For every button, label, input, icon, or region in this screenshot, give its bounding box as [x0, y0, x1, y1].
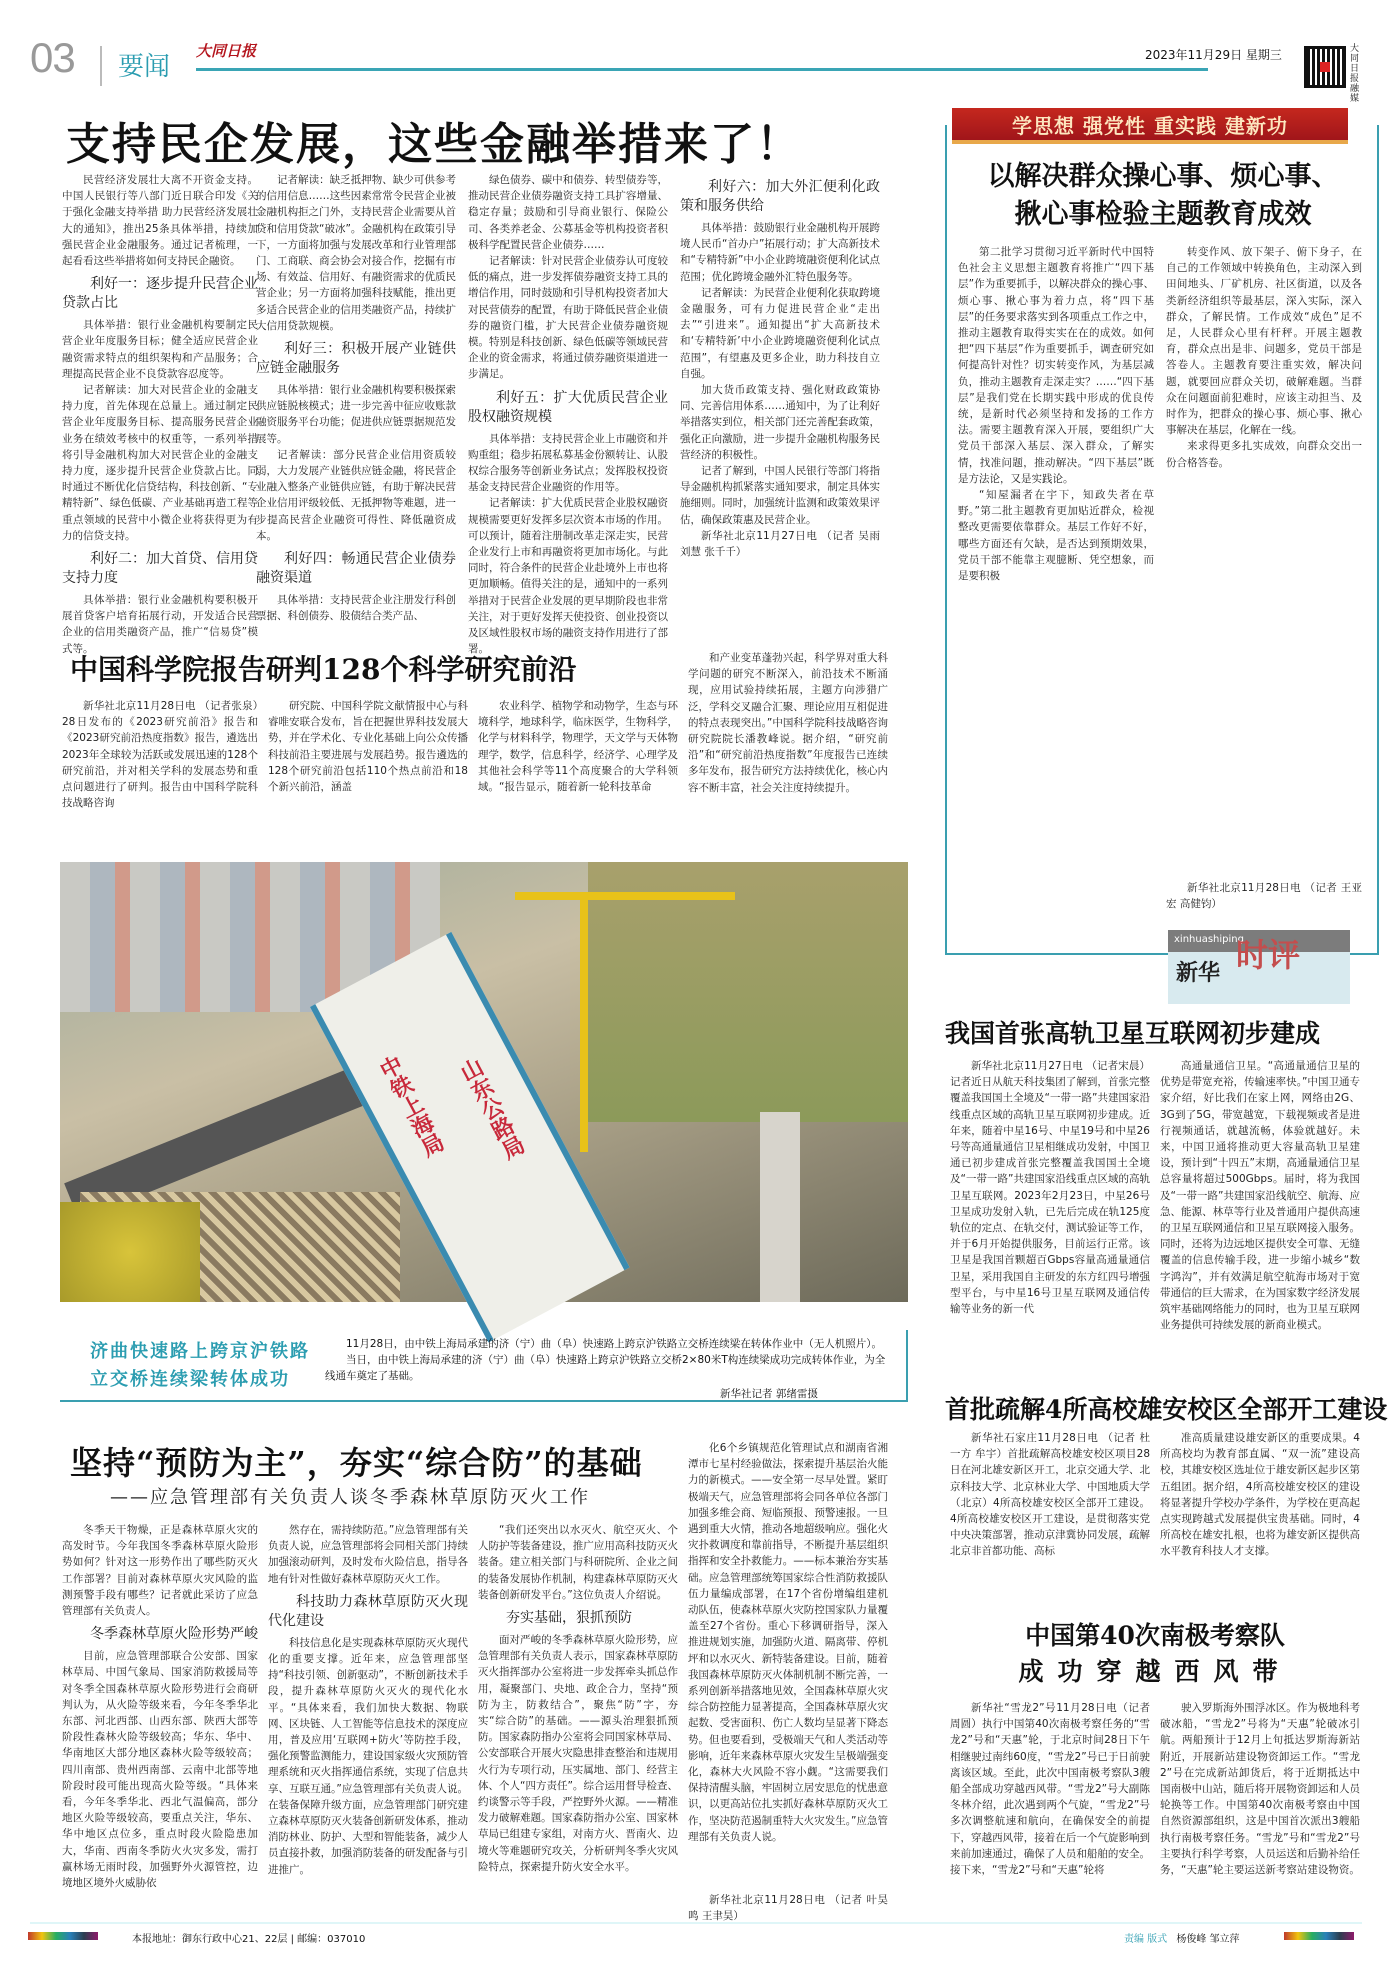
theme-column-1 — [958, 244, 1154, 930]
finance-paragraph: 记者了解到，中国人民银行等部门将指导金融机构抓紧落实通知要求，制定具体实施细则。同时，加强统计监测和政策效果评估，确保政策惠及民营企业。 — [680, 465, 880, 526]
fire-subtitle: ——应急管理部有关负责人谈冬季森林草原防灭火工作 — [110, 1487, 590, 1508]
science-paragraph: 农业科学、植物学和动物学，生态与环境科学，地球科学，临床医学，生物科学，化学与材料科学，物理学，天文学与天体物理学，数学，信息科学，经济学、心理学及其他社会科学等11个高度聚合的大学科领域。“报告显示，随着新一轮科技革命 — [478, 700, 678, 794]
finance-paragraph: 具体举措：支持民营企业上市融资和并购重组；稳步拓展私募基金份额转让、认股权综合服务等创新业务试点；发挥股权投资基金支持民营企业融资的作用等。 — [468, 432, 668, 494]
deck-text: 中铁上海局 — [373, 1052, 447, 1162]
theme-paragraph: 第二批学习贯彻习近平新时代中国特色社会主义思想主题教育将推广“四下基层”作为重要抓手，以解决群众的操心事、烦心事、揪心事为着力点，将“四下基层”的任务要求落实到各项重点工作之中，推动主题教育取得实实在在的成效。如何把“四下基层”作为重要抓手，调查研究如何提高针对性？切实转变作风，为基层减负，推动主题教育走深走实？……“四下基层”是我们党在长期实践中形成的优良传统，是新时代必须坚持和发扬的工作方法。需要主题教育深入开展，要组织广大党员干部深入基层、深入群众，了解实情，找准问题，推动解决。“四下基层”既是方法论，又是实践论。 — [958, 246, 1154, 485]
xinhua-logo-red-text: 时评 — [1236, 936, 1301, 974]
xiongan-paragraph: 准高质量建设雄安新区的重要成果。4所高校均为教育部直属、“双一流”建设高校，其雄安校区选址位于雄安新区起步区第五组团。据介绍，4所高校雄安校区的建设将显著提升学校办学条件，为学校在更高起点实现跨越式发展提供宝贵基础。同时，4所高校在雄安扎根，也将为雄安新区提供高水平教育科技人才支撑。 — [1160, 1432, 1360, 1558]
antarctic-headline — [945, 1618, 1365, 1690]
theme-paragraph: 来求得更多扎实成效，向群众交出一份合格答卷。 — [1166, 440, 1362, 469]
caption-paragraph: 11月28日，由中铁上海局承建的济（宁）曲（阜）快速路上跨京沪铁路立交桥连续梁在转体作业中（无人机照片）。 — [346, 1338, 882, 1350]
fire-paragraph: 冬季天干物燥，正是森林草原火灾的高发时节。今年我国冬季森林草原火险形势如何？针对这一形势作出了哪些防灭火工作部署？目前对森林草原火灾风险的监测预警手段有哪些？记者就此采访了应急管理部有关负责人。 — [62, 1524, 258, 1618]
finance-paragraph: 加大货币政策支持、强化财政政策协同、完善信用体系……通知中，为了让利好举措落实到位，相关部门还完善配套政策，强化正向激励，进一步提升金融机构服务民营经济的积极性。 — [680, 384, 880, 461]
photo-tree — [60, 1202, 200, 1302]
finance-paragraph: 绿色债券、碳中和债券、转型债券等，推动民营企业债券融资支持工具扩容增量、稳定存量；鼓励和引导商业银行、保险公司、各类养老金、公募基金等机构投资者积极科学配置民营企业债券…… — [468, 174, 668, 251]
satellite-headline: 我国首张高轨卫星互联网初步建成 — [945, 1019, 1321, 1048]
finance-paragraph: 具体举措：支持民营企业注册发行科创票据、科创债券、股债结合类产品、 — [256, 594, 456, 623]
theme-paragraph: 转变作风、放下架子、俯下身子，在自己的工作领域中转换角色，主动深入到田间地头、厂矿机房、社区街道，以及各类新经济组织等最基层，深入实际，深入群众，了解民情。工作成效“成色”足不足，人民群众心里有杆秤。开展主题教育，群众点出是非、问题多，党员干部是答卷人。主题教育要注重实效，解决问题，就要回应群众关切，破解难题。当群众在问题面前犯难时，应该主动担当、及时作为，把群众的操心事、烦心事、揪心事解决在基层，化解在一线。 — [1166, 246, 1362, 437]
theme-byline-text: 新华社北京11月28日电 （记者 王亚宏 高健钧） — [1166, 882, 1362, 911]
science-paragraph: 和产业变革蓬勃兴起，科学界对重大科学问题的研究不断深入，前沿技术不断涌现，应用试验持续拓展，主题方向涉猎广泛，学科交叉融合汇聚、理论应用互相促进的特点表现突出。”中国科学院科技战略咨询研究院院长潘教峰说。据介绍，“研究前沿”和“研究前沿热度指数”年度报告已连续多年发布，报告研究方法持续优化，核心内容不断丰富，社会关注度持续提升。 — [688, 652, 888, 794]
finance-subhead-1: 利好一：逐步提升民营企业贷款占比 — [62, 276, 258, 312]
finance-subhead-3: 利好三：积极开展产业链供应链金融服务 — [256, 341, 456, 377]
photo-crane — [580, 892, 588, 1152]
qr-label: 大同日报融媒 — [1350, 44, 1360, 104]
footer-rule — [30, 1922, 1362, 1924]
science-column-4 — [688, 650, 888, 850]
issue-date: 2023年11月29日 星期三 — [1145, 48, 1282, 62]
fire-column-4 — [688, 1440, 888, 1892]
finance-paragraph: 具体举措：鼓励银行业金融机构开展跨境人民币“首办户”拓展行动；扩大高新技术和“专精特新”中小企业跨境融资便利化试点范围；优化跨境金融外汇特色服务等。 — [680, 222, 880, 283]
satellite-paragraph: 高通量通信卫星。“高通量通信卫星的优势是带宽充裕，传输速率快。”中国卫通专家介绍，好比我们在家上网，网络由2G、3G到了5G，带宽越宽，下载视频或者是进行视频通话，就越流畅，体验就越好。未来，中国卫通将推动更大容量高轨卫星建设，预计到“十四五”末期，高通量通信卫星总容量将超过500Gbps。届时，将为我国及“一带一路”共建国家沿线航空、航海、应急、能源、林草等行业及普通用户提供高速的卫星互联网通信和卫星互联网接入服务。同时，还将为边远地区提供安全可靠、无缝覆盖的信息传输手段，进一步缩小城乡“数字鸿沟”，并有效满足航空航海市场对于宽带通信的巨大需求，在为国家数字经济发展筑牢基础网络能力的同时，也为卫星互联网业务提供可持续发展的新商业模式。 — [1160, 1060, 1360, 1332]
color-bar-right — [1284, 1932, 1354, 1940]
theme-paragraph: “知屋漏者在宇下，知政失者在草野。”第二批主题教育更加贴近群众，检视整改更需要依靠群众。基层工作好不好，哪些方面还有欠缺，是否达到预期效果，党员干部不能靠主观臆断、凭空想象，而是要积极 — [958, 489, 1154, 583]
fire-paragraph: 面对严峻的冬季森林草原火险形势，应急管理部有关负责人表示，国家森林草原防灭火指挥部办公室将进一步发挥牵头抓总作用，凝聚部门、央地、政企合力，坚持“预防为主，防救结合”，聚焦“防”字，夯实“综合防”的基础。——源头治理狠抓预防。国家森防指办公室将会同国家林草局、公安部联合开展火灾隐患排查整治和违规用火行为专项行动，压实属地、部门、经营主体、个人“四方责任”。综合运用督导检查、约谈警示等手段，严控野外火源。——精准发力破解难题。国家森防指办公室、国家林草局已组建专家组，对南方火、晋南火、边境火等难题研究攻关，分析研判冬季火灾风险特点，探索提升防火安全水平。 — [478, 1634, 678, 1873]
antarctic-headline-line: 中国第40次南极考察队 — [1025, 1621, 1285, 1650]
finance-paragraph: 记者解读：加大对民营企业的金融支持力度，首先体现在总量上。通过制定民营企业年度服务目标、提高服务民营企业业务在绩效考核中的权重等，一系列举措将引导金融机构加大对民营企业的金融支持力度，逐步提升民营企业贷款占比。同时通过不断优化信贷结构，科技创新、“专精特新”、绿色低碳、产业基础再造工程等重点领域的民营中小微企业将获得更为有力的信贷支持。 — [62, 384, 258, 542]
photo-field — [588, 862, 908, 1122]
fire-column-3 — [478, 1522, 678, 1907]
deck-text: 山东公路局 — [453, 1054, 528, 1164]
theme-banner: 学思想 强党性 重实践 建新功 — [952, 108, 1348, 144]
fire-paragraph: 化6个乡镇规范化管理试点和湖南省湘潭市七星村经验做法，探索提升基层治火能力的新模式。——安全第一尽早处置。紧盯极端天气，应急管理部将会同各单位各部门加强多维会商、短临预报、预警速报。一旦遇到重大火情，推动各地超级响应。强化火灾扑救调度和靠前指导，不断提升基层组织指挥和安全扑救能力。——标本兼治夯实基础。应急管理部统筹国家综合性消防救援队伍力量编成部署，在17个省份增编组建机动队伍，使森林草原火灾防控国家队力量覆盖至27个省份。重心下移调研指导，深入推进规划实施，加强防火道、隔离带、停机坪和以水灭火、新特装备建设。目前，随着我国森林草原防灭火体制机制不断完善，一系列创新举措落地见效，全国森林草原火灾综合防控能力显著提高，全国森林草原火灾起数、受害面积、伤亡人数均呈显著下降态势。但也要看到，受极端天气和人类活动等影响，近年来森林草原火灾发生呈极端强变化，森林大火风险不容小觑。“这需要我们保持清醒头脑，牢固树立居安思危的忧患意识，以更高站位扎实抓好森林草原防灭火工作，坚决防范遏制重特大火灾发生。”应急管理部有关负责人说。 — [688, 1442, 888, 1843]
theme-headline-line-1: 以解决群众操心事、烦心事、 — [987, 161, 1339, 192]
theme-headline — [958, 158, 1368, 234]
xiongan-headline: 首批疏解4所高校雄安校区全部开工建设 — [945, 1395, 1388, 1424]
header-rule — [196, 68, 1208, 71]
finance-column-2 — [256, 172, 456, 644]
science-headline: 中国科学院报告研判128个科学研究前沿 — [70, 653, 577, 686]
caption-title-line: 立交桥连续梁转体成功 — [90, 1369, 290, 1390]
science-column-3 — [478, 698, 678, 848]
xinhua-logo-text: 新华 — [1176, 961, 1221, 986]
editors-label: 责编 版式 — [1124, 1934, 1168, 1945]
finance-intro: 民营经济发展壮大离不开资金支持。中国人民银行等八部门近日联合印发《关于强化金融支持举措 助力民营经济发展壮大的通知》，推出25条具体举措，持续加强民营企业金融服务。通过记者梳理，一起看看这些举措将如何支持民企融资。 — [62, 174, 258, 268]
finance-subhead-6: 利好六：加大外汇便利化政策和服务供给 — [680, 179, 880, 214]
finance-paragraph: 具体举措：银行业金融机构要制定民营企业年度服务目标；健全适应民营企业融资需求特点的组织架构和产品服务；合理提高民营企业不良贷款容忍度等。 — [62, 319, 258, 380]
antarctic-paragraph: 驶入罗斯海外围浮冰区。作为极地科考破冰船，“雪龙2”号将为“天惠”轮破冰引航。两船预计于12月上旬抵达罗斯海新站附近，开展新站建设物资卸运工作。“雪龙2”号在完成新站卸货后，将于近期抵达中国南极中山站，随后将开展物资卸运和人员轮换等工作。中国第40次南极考察由中国自然资源部组织，这是中国首次派出3艘船执行南极考察任务。“雪龙”号和“雪龙2”号主要执行科学考察，人员运送和后勤补给任务，“天惠”轮主要运送新考察站建设物资。 — [1160, 1702, 1360, 1877]
finance-subhead-5: 利好五：扩大优质民营企业股权融资规模 — [468, 389, 668, 425]
satellite-paragraph: 新华社北京11月27日电 （记者宋晨）记者近日从航天科技集团了解到，首张完整覆盖我国国土全境及“一带一路”共建国家沿线重点区域的高轨卫星互联网初步建成。近年来，随着中星16号、中星19号和中星26号等高通量通信卫星相继成功发射，中国卫通已初步建成首张完整覆盖我国国土全境及“一带一路”共建国家沿线重点区域的高轨卫星互联网。2023年2月23日，中星26号卫星成功发射入轨，已先后完成在轨125度轨位的定点、在轨交付，测试验证等工作，并于6月开始提供服务，目前运行正常。该卫星是我国首颗超百Gbps容量高通量通信卫星，采用我国自主研发的东方红四号增强型平台，与中星16号卫星互联网及通信传输等业务的新一代 — [950, 1060, 1150, 1316]
theme-headline-line-2: 揪心事检验主题教育成效 — [1014, 199, 1312, 230]
antarctic-column-2 — [1160, 1700, 1360, 1914]
section-name: 要闻 — [118, 52, 171, 82]
photo-caption-title — [90, 1338, 310, 1394]
fire-column-2 — [268, 1522, 468, 1907]
finance-byline: 新华社北京11月27日电 （记者 吴雨 刘慧 张千千） — [680, 529, 880, 559]
xiongan-column-2 — [1160, 1430, 1360, 1610]
antarctic-paragraph: 新华社“雪龙2”号11月28日电（记者 周圆）执行中国第40次南极考察任务的“雪龙2”号和“天惠”轮，于北京时间28日下午相继驶过南纬60度，“雪龙2”号已于日前驶离该区域。至此，此次中国南极考察队3艘船全部成功穿越西风带。“雪龙2”号大副陈冬林介绍，此次遇到两个气旋，“雪龙2”号多次调整航速和航向，在确保安全的前提下，穿越西风带，接着在后一个气旋影响到来前加速通过，确保了人员和船舶的安全。接下来，“雪龙2”号和“天惠”轮将 — [950, 1702, 1150, 1877]
fire-subhead: 冬季森林草原火险形势严峻 — [90, 1626, 258, 1643]
page-number: 03 — [30, 34, 75, 81]
photo-caption-text — [325, 1336, 895, 1384]
footer-address: 本报地址：御东行政中心21、22层 | 邮编：037010 — [132, 1934, 366, 1945]
science-column-1 — [62, 698, 258, 848]
photo-pier — [760, 1112, 800, 1302]
theme-byline — [1166, 880, 1362, 920]
finance-headline: 支持民企发展，这些金融举措来了！ — [66, 119, 802, 170]
finance-paragraph: 具体举措：银行业金融机构要积极开展首贷客户培育拓展行动，开发适合民营企业的信用类融资产品，推广“信易贷”模式等。 — [62, 594, 258, 655]
fire-byline-text: 新华社北京11月28日电 （记者 叶昊鸣 王聿昊） — [688, 1894, 888, 1923]
antarctic-headline-line: 成功穿越西风带 — [1018, 1657, 1292, 1686]
fire-paragraph: 科技信息化是实现森林草原防灭火现代化的重要支撑。近年来，应急管理部坚持“科技引领、创新驱动”，不断创新技术手段，提升森林草原防火灭火的现代化水平。“具体来看，我们加快大数据、物联网、区块链、人工智能等信息技术的深度应用，普及应用‘互联网+防火’等防控手段，强化预警监测能力，建设国家级火灾预防管理系统和灭火指挥通信系统，实现了信息共享、互联互通。”应急管理部有关负责人说。在装备保障升级方面，应急管理部门研究建立森林草原防灭火装备创新研发体系，推动消防林业、防护、大型和智能装备，减少人员直接扑救，加强消防装备的研发配备与引进推广。 — [268, 1636, 468, 1876]
science-paragraph: 研究院、中国科学院文献情报中心与科睿唯安联合发布，旨在把握世界科技发展大势，并在学术化、专业化基础上向公众传播科技前沿主要进展与发展趋势。报告遴选的128个研究前沿包括110个热点前沿和18个新兴前沿，涵盖 — [268, 700, 468, 794]
photo-credit: 新华社记者 郭绪雷摄 — [720, 1388, 818, 1400]
science-column-2 — [268, 698, 468, 848]
finance-paragraph: 记者解读：为民营企业便利化获取跨境金融服务，可有力促进民营企业“走出去”“引进来”。通知提出“扩大高新技术和‘专精特新’中小企业跨境融资便利化试点范围”，有望惠及更多企业，助力科技自立自强。 — [680, 286, 880, 380]
xinhua-logo-pinyin: xinhuashiping — [1168, 930, 1350, 952]
finance-paragraph: 具体举措：银行业金融机构要积极探索供应链脱核模式；进一步完善中征应收账款融资服务平台功能；促进供应链票据规范发展等。 — [256, 384, 456, 445]
satellite-column-2 — [1160, 1058, 1360, 1348]
xiongan-paragraph: 新华社石家庄11月28日电 （记者 杜一方 牟宇）首批疏解高校雄安校区项目28日在河北雄安新区开工，北京交通大学、北京科技大学、北京林业大学、中国地质大学（北京）4所高校雄安校区全部开工建设。4所高校雄安校区开工建设，是贯彻落实党中央决策部署，推动京津冀协同发展，疏解北京非首都功能、高标 — [950, 1432, 1150, 1558]
antarctic-column-1 — [950, 1700, 1150, 1914]
footer-editors — [1124, 1930, 1240, 1945]
fire-headline: 坚持“预防为主”，夯实“综合防”的基础 — [70, 1444, 643, 1482]
finance-column-3 — [468, 172, 668, 656]
fire-column-1 — [62, 1522, 258, 1907]
finance-column-4 — [680, 172, 880, 644]
fire-subhead: 夯实基础，狠抓预防 — [506, 1610, 632, 1627]
finance-paragraph: 记者解读：缺乏抵押物、缺少可供参考的信用信息……这些因素常常令民营企业被金融机构拒之门外，支持民营企业需要从首贷和信用贷款“破冰”。金融机构在政策引导下，一方面将加强与发展改革和行业管理部门、工商联、商会协会对接合作，挖掘有市场、有效益、信用好、有融资需求的优质民营企业；另一方面将加强科技赋能，推出更多适合民营企业的信用类融资产品，持续扩大信用贷款规模。 — [256, 174, 456, 332]
xiongan-column-1 — [950, 1430, 1150, 1610]
fire-byline — [688, 1892, 888, 1923]
photo-crane-arm — [515, 892, 735, 900]
science-paragraph: 新华社北京11月28日电 （记者张泉）28日发布的《2023研究前沿》报告和《2023研究前沿热度指数》报告，遴选出2023年全球较为活跃或发展迅速的128个研究前沿，并对相关学科的发展态势和重点问题进行了研判。报告由中国科学院科技战略咨询 — [62, 700, 258, 810]
fire-paragraph: 然存在，需持续防范。”应急管理部有关负责人说，应急管理部将会同相关部门持续加强滚动研判，及时发布火险信息，指导各地有针对性做好森林草原防灭火工作。 — [268, 1524, 468, 1585]
color-bar-left — [28, 1932, 98, 1940]
finance-column-1 — [62, 172, 258, 655]
bridge-construction-photo — [60, 862, 908, 1302]
finance-paragraph: 记者解读：扩大优质民营企业股权融资规模需要更好发挥多层次资本市场的作用。可以预计，随着注册制改革走深走实，民营企业发行上市和再融资将更加市场化。与此同时，符合条件的民营企业赴境外上市也将更加顺畅。值得关注的是，通知中的一系列举措对于民营企业发展的更早期阶段也非常关注，对于更好发挥天使投资、创业投资以及区域性股权市场的融资支持作用进行了部署。 — [468, 497, 668, 656]
finance-paragraph: 记者解读：针对民营企业债券认可度较低的痛点，进一步发挥债券融资支持工具的增信作用，同时鼓励和引导机构投资者加大对民营债券的配置，有助于降低民营企业债券的融资门槛，扩大民营企业债券融资规模。特别是科技创新、绿色低碳等领域民营企业的资金需求，将通过债券融资渠道进一步满足。 — [468, 255, 668, 381]
satellite-column-1 — [950, 1058, 1150, 1348]
finance-paragraph: 记者解读：部分民营企业信用资质较弱，大力发展产业链供应链金融，将民营企业融入整条产业链供应链，有助于解决民营企业信用评级较低、无抵押物等难题，进一步提高民营企业融资可得性、降低融资成本。 — [256, 448, 456, 542]
newspaper-logo: 大同日报 — [196, 42, 257, 60]
fire-paragraph: “我们还突出以水灭火、航空灭火、个人防护等装备建设，推广应用高科技防灭火装备。建立相关部门与科研院所、企业之间的装备发展协作机制，构建森林草原防灭火装备创新研发平台。”这位负责人介绍说。 — [478, 1524, 678, 1601]
caption-title-line: 济曲快速路上跨京沪铁路 — [90, 1341, 310, 1362]
header-divider — [100, 46, 102, 86]
editors-names: 杨俊峰 邹立萍 — [1176, 1934, 1240, 1945]
finance-subhead-2: 利好二：加大首贷、信用贷支持力度 — [62, 551, 258, 587]
fire-paragraph: 目前，应急管理部联合公安部、国家林草局、中国气象局、国家消防救援局等对冬季全国森林草原火险形势进行会商研判认为，从火险等级来看，今年冬季华北东部、河北西部、山西东部、陕西大部等阶段性森林火险等级较高；华东、华中、华南地区大部分地区森林火险等级较高；四川南部、贵州西南部、云南中北部等地阶段时段可能出现高火险等级。“具体来看，今年冬季华北、西北气温偏高，部分地区火险等级较高，要重点关注，华东、华中地区点位多，重点时段火险隐患加大，华南、西南冬季防火火灾多发，需打赢林场无雨时段，加强野外火源管控，边境地区境外火威胁依 — [62, 1650, 258, 1890]
finance-subhead-4: 利好四：畅通民营企业债券融资渠道 — [256, 551, 456, 587]
qr-code-icon[interactable] — [1304, 46, 1346, 88]
theme-column-2 — [1166, 244, 1362, 694]
fire-subhead: 科技助力森林草原防灭火现代化建设 — [268, 1593, 468, 1629]
caption-paragraph: 当日，由中铁上海局承建的济（宁）曲（阜）快速路上跨京沪铁路立交桥2×80米T构连续梁成功完成转体作业，为全线通车奠定了基础。 — [325, 1354, 886, 1382]
